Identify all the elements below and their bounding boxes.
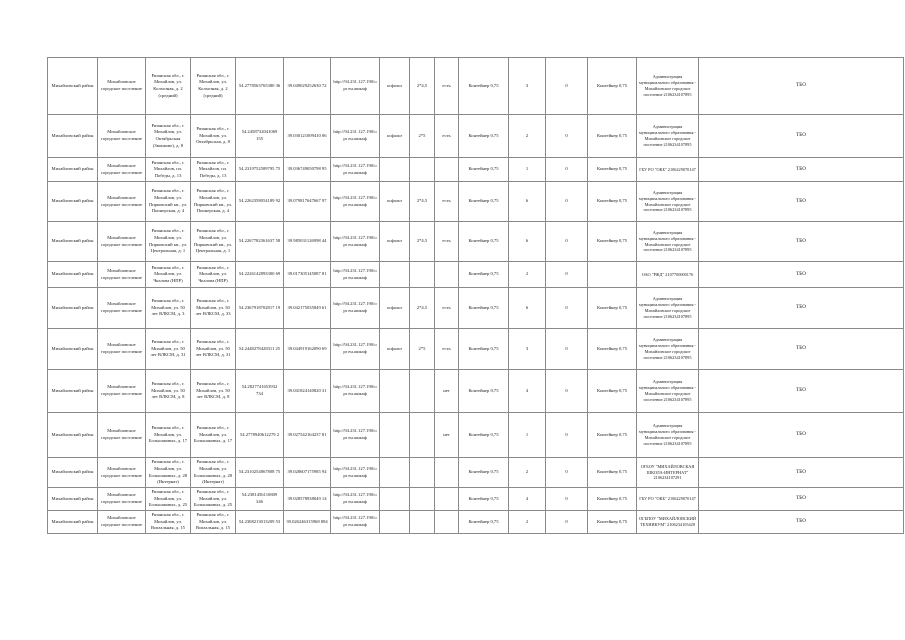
cell-location-address: Рязанская обл., г. Михайлов, ул. 50 лет ВЛКСМ, д. 33 xyxy=(191,288,236,329)
cell-latitude: 54.2448278428311 25 xyxy=(236,329,284,370)
cell-container-volume: Контейнер 0,75 xyxy=(588,182,637,222)
cell-surface-type: асфальт xyxy=(380,58,410,115)
cell-district: Михайловский район xyxy=(48,158,98,182)
cell-surface-type xyxy=(380,511,410,534)
cell-district: Михайловский район xyxy=(48,115,98,158)
cell-longitude: 39.044919162090 69 xyxy=(284,329,331,370)
cell-district: Михайловский район xyxy=(48,511,98,534)
cell-site-address: Рязанская обл., г. Михайлов, ул. 50 лет ВЛКСМ, д. 8 xyxy=(146,370,191,413)
cell-container-count: 6 xyxy=(509,288,546,329)
cell-waste-type: ТБО xyxy=(699,158,904,182)
cell-owner-organization: Администрация муниципального образования - Михайловское городское поселение 2106234107895 xyxy=(637,58,699,115)
cell-latitude: 54.2310254867808 75 xyxy=(236,458,284,488)
cell-site-address: Рязанская обл., г. Михайлов, ул. Большаковых, д. 25 xyxy=(146,488,191,511)
cell-owner-organization: Администрация муниципального образования - Михайловское городское поселение 2106234107895 xyxy=(637,115,699,158)
cell-settlement: Михайловское городское поселение xyxy=(98,329,146,370)
cell-container-type: Контейнер 0,75 xyxy=(459,58,509,115)
cell-location-address: Рязанская обл., г. Михайлов, ул. 50 лет ВЛКСМ, д. 8 xyxy=(191,370,236,413)
cell-location-address: Рязанская обл., г. Михайлов, ул. Вокзальная, д. 15 xyxy=(191,511,236,534)
cell-container-count: 3 xyxy=(509,329,546,370)
cell-platform-size: 2*4,5 xyxy=(410,58,435,115)
cell-fence: есть xyxy=(435,115,459,158)
cell-location-address: Рязанская обл., г. Михайлов, ул. Чкалова (НПР) xyxy=(191,262,236,288)
cell-waste-type: ТБО xyxy=(699,511,904,534)
cell-owner-organization: ГБУ РО "ОКБ" 2106229070147 xyxy=(637,488,699,511)
cell-site-address: Рязанская обл., г. Михайлов, ул. Колхозная, д. 2 (средний) xyxy=(146,58,191,115)
cell-district: Михайловский район xyxy=(48,182,98,222)
table-row xyxy=(48,288,904,329)
cell-site-address: Рязанская обл., г. Михайлов, ул. Большаковых, д. 17 xyxy=(146,413,191,458)
cell-site-address: Рязанская обл., г. Михайлов, пл. Победы, д. 13 xyxy=(146,158,191,182)
cell-surface-type xyxy=(380,262,410,288)
cell-container-volume: Контейнер 0,75 xyxy=(588,413,637,458)
cell-planned-count: 0 xyxy=(546,158,588,182)
cell-latitude: 54.2381456110809 346 xyxy=(236,488,284,511)
cell-settlement: Михайловское городское поселение xyxy=(98,288,146,329)
table-row xyxy=(48,488,904,511)
cell-site-address: Рязанская обл., г. Михайлов, ул. Пирковский кв., ул. Центральная, д. 1 xyxy=(146,222,191,262)
cell-location-address: Рязанская обл., г. Михайлов, ул. Большаковых, д. 25 xyxy=(191,488,236,511)
cell-waste-type: ТБО xyxy=(699,115,904,158)
cell-fence xyxy=(435,262,459,288)
cell-owner-organization: Администрация муниципального образования - Михайловское городское поселение 2106234107895 xyxy=(637,288,699,329)
cell-container-type: Контейнер 0,75 xyxy=(459,488,509,511)
cell-longitude: 39.079817647667 97 xyxy=(284,182,331,222)
cell-container-type: Контейнер 0,75 xyxy=(459,413,509,458)
table-row xyxy=(48,262,904,288)
cell-location-address: Рязанская обл., г. Михайлов, ул. Колхозная, д. 2 (средний) xyxy=(191,58,236,115)
cell-longitude: 39.049029252630 72 xyxy=(284,58,331,115)
cell-planned-count: 0 xyxy=(546,262,588,288)
cell-location-address: Рязанская обл., г. Михайлов, ул. Пирковский кв., ул. Центральная, д. 1 xyxy=(191,222,236,262)
cell-location-address: Рязанская обл., г. Михайлов, ул. Большаковых, д. 28 (Интернат) xyxy=(191,458,236,488)
cell-waste-type: ТБО xyxy=(699,413,904,458)
cell-platform-size: 2*5 xyxy=(410,329,435,370)
cell-platform-size: 2*4,5 xyxy=(410,222,435,262)
cell-map-link: http://94.231.127.190/opr ен.ашкаф xyxy=(331,182,380,222)
cell-latitude: 54.2308213013209 53 xyxy=(236,511,284,534)
cell-container-type: Контейнер 0,75 xyxy=(459,370,509,413)
cell-container-type: Контейнер 0,75 xyxy=(459,511,509,534)
cell-district: Михайловский район xyxy=(48,329,98,370)
cell-planned-count: 0 xyxy=(546,329,588,370)
cell-platform-size xyxy=(410,488,435,511)
cell-container-volume xyxy=(588,262,637,288)
cell-district: Михайловский район xyxy=(48,58,98,115)
cell-platform-size xyxy=(410,458,435,488)
cell-fence xyxy=(435,158,459,182)
cell-site-address: Рязанская обл., г. Михайлов, ул. 50 лет ВЛКСМ, д. 3 xyxy=(146,288,191,329)
cell-planned-count: 0 xyxy=(546,288,588,329)
cell-map-link: http://94.231.127.190/opr ен.ашкаф xyxy=(331,458,380,488)
cell-surface-type: асфальт xyxy=(380,222,410,262)
cell-surface-type xyxy=(380,158,410,182)
cell-longitude: 39.985031126998 44 xyxy=(284,222,331,262)
table-row xyxy=(48,329,904,370)
cell-platform-size xyxy=(410,370,435,413)
cell-surface-type: асфальт xyxy=(380,329,410,370)
cell-owner-organization: Администрация муниципального образования - Михайловское городское поселение 2106234107895 xyxy=(637,370,699,413)
cell-settlement: Михайловское городское поселение xyxy=(98,511,146,534)
table-row xyxy=(48,370,904,413)
cell-longitude: 39.030121009410 06 xyxy=(284,115,331,158)
cell-waste-type: ТБО xyxy=(699,182,904,222)
cell-settlement: Михайловское городское поселение xyxy=(98,370,146,413)
table-row xyxy=(48,115,904,158)
cell-location-address: Рязанская обл., г. Михайлов, ул. Большаковых, д. 17 xyxy=(191,413,236,458)
cell-container-volume: Контейнер 0,75 xyxy=(588,58,637,115)
cell-surface-type xyxy=(380,458,410,488)
cell-owner-organization: ГБУ РО "ОКБ" 2106229070147 xyxy=(637,158,699,182)
cell-settlement: Михайловское городское поселение xyxy=(98,58,146,115)
cell-container-count: 2 xyxy=(509,262,546,288)
cell-longitude: 39.027542164237 81 xyxy=(284,413,331,458)
cell-fence: нет xyxy=(435,370,459,413)
cell-platform-size xyxy=(410,413,435,458)
cell-container-volume: Контейнер 0,75 xyxy=(588,511,637,534)
cell-settlement: Михайловское городское поселение xyxy=(98,158,146,182)
cell-longitude: 39.017305145087 81 xyxy=(284,262,331,288)
cell-container-count: 2 xyxy=(509,115,546,158)
cell-owner-organization: ОГБОУ "МИХАЙЛОВСКАЯ ШКОЛА-ИНТЕРНАТ" 2106234107291 xyxy=(637,458,699,488)
cell-waste-type: ТБО xyxy=(699,488,904,511)
cell-site-address: Рязанская обл., г. Михайлов, ул. Большаковых, д. 28 (Интернат) xyxy=(146,458,191,488)
cell-fence: есть xyxy=(435,288,459,329)
cell-map-link: http://94.231.127.190/opr ен.ашкаф xyxy=(331,222,380,262)
cell-planned-count: 0 xyxy=(546,458,588,488)
cell-latitude: 54.2319752589795 75 xyxy=(236,158,284,182)
cell-planned-count: 0 xyxy=(546,511,588,534)
cell-waste-type: ТБО xyxy=(699,288,904,329)
cell-district: Михайловский район xyxy=(48,222,98,262)
cell-latitude: 54.2226142893300 69 xyxy=(236,262,284,288)
cell-map-link: http://94.231.127.190/opr ен.ашкаф xyxy=(331,511,380,534)
cell-settlement: Михайловское городское поселение xyxy=(98,222,146,262)
cell-location-address: Рязанская обл., г. Михайлов, ул. Пирковский кв., ул. Пионерская, д. 4 xyxy=(191,182,236,222)
cell-location-address: Рязанская обл., г. Михайлов, ул. Октябрьская, д. 8 xyxy=(191,115,236,158)
table-row xyxy=(48,182,904,222)
cell-map-link: http://94.231.127.190/opr ен.ашкаф xyxy=(331,262,380,288)
cell-container-count: 4 xyxy=(509,370,546,413)
cell-owner-organization: Администрация муниципального образования - Михайловское городское поселение 2106234107895 xyxy=(637,329,699,370)
cell-site-address: Рязанская обл., г. Михайлов, ул. 50 лет ВЛКСМ, д. 31 xyxy=(146,329,191,370)
cell-map-link: http://94.231.127.190/opr ен.ашкаф xyxy=(331,158,380,182)
cell-location-address: Рязанская обл., г. Михайлов, ул. 50 лет ВЛКСМ, д. 31 xyxy=(191,329,236,370)
cell-surface-type xyxy=(380,370,410,413)
cell-container-volume: Контейнер 0,75 xyxy=(588,488,637,511)
cell-container-volume: Контейнер 0,75 xyxy=(588,458,637,488)
cell-container-type: Контейнер 0,75 xyxy=(459,182,509,222)
cell-container-count: 1 xyxy=(509,158,546,182)
cell-map-link: http://94.231.127.190/opr ен.ашкаф xyxy=(331,488,380,511)
cell-settlement: Михайловское городское поселение xyxy=(98,488,146,511)
cell-waste-type: ТБО xyxy=(699,262,904,288)
cell-latitude: 54.2367918702817 19 xyxy=(236,288,284,329)
cell-planned-count: 0 xyxy=(546,370,588,413)
cell-site-address: Рязанская обл., г. Михайлов, ул. Октябрьская (Звонково), д. 8 xyxy=(146,115,191,158)
cell-owner-organization: ОАО "РЖД" 2107700000176 xyxy=(637,262,699,288)
cell-map-link: http://94.231.127.190/opr ен.ашкаф xyxy=(331,58,380,115)
cell-fence: есть xyxy=(435,329,459,370)
cell-platform-size xyxy=(410,158,435,182)
cell-container-volume: Контейнер 0,75 xyxy=(588,370,637,413)
cell-container-count: 3 xyxy=(509,58,546,115)
table-row xyxy=(48,511,904,534)
cell-district: Михайловский район xyxy=(48,262,98,288)
cell-district: Михайловский район xyxy=(48,288,98,329)
cell-container-volume: Контейнер 0,75 xyxy=(588,288,637,329)
cell-district: Михайловский район xyxy=(48,413,98,458)
cell-latitude: 54.2267782361637 58 xyxy=(236,222,284,262)
cell-latitude: 54.2778563765380 36 xyxy=(236,58,284,115)
cell-surface-type: асфальт xyxy=(380,115,410,158)
cell-district: Михайловский район xyxy=(48,488,98,511)
cell-site-address: Рязанская обл., г. Михайлов, ул. Чкалова (НПР) xyxy=(146,262,191,288)
cell-longitude: 39.042175035849 61 xyxy=(284,288,331,329)
cell-container-count: 4 xyxy=(509,488,546,511)
cell-settlement: Михайловское городское поселение xyxy=(98,262,146,288)
cell-district: Михайловский район xyxy=(48,458,98,488)
cell-waste-type: ТБО xyxy=(699,58,904,115)
cell-settlement: Михайловское городское поселение xyxy=(98,182,146,222)
cell-map-link: http://94.231.127.190/opr ен.ашкаф xyxy=(331,329,380,370)
cell-container-count: 6 xyxy=(509,222,546,262)
cell-fence xyxy=(435,458,459,488)
cell-owner-organization: Администрация муниципального образования - Михайловское городское поселение 2106234107895 xyxy=(637,182,699,222)
cell-longitude: 39.026246315968 884 xyxy=(284,511,331,534)
cell-waste-type: ТБО xyxy=(699,370,904,413)
cell-map-link: http://94.231.127.190/opr ен.ашкаф xyxy=(331,370,380,413)
cell-container-volume: Контейнер 0,75 xyxy=(588,158,637,182)
cell-surface-type xyxy=(380,488,410,511)
cell-site-address: Рязанская обл., г. Михайлов, ул. Вокзальная, д. 15 xyxy=(146,511,191,534)
cell-latitude: 54.2778940612279 2 xyxy=(236,413,284,458)
cell-settlement: Михайловское городское поселение xyxy=(98,458,146,488)
cell-planned-count: 0 xyxy=(546,488,588,511)
cell-surface-type: асфальт xyxy=(380,288,410,329)
cell-platform-size: 2*4,5 xyxy=(410,288,435,329)
cell-fence: есть xyxy=(435,222,459,262)
cell-owner-organization: Администрация муниципального образования - Михайловское городское поселение 2106234107895 xyxy=(637,413,699,458)
cell-longitude: 39.036749050798 95 xyxy=(284,158,331,182)
cell-platform-size: 2*5 xyxy=(410,115,435,158)
cell-container-type: Контейнер 0,75 xyxy=(459,458,509,488)
cell-container-volume: Контейнер 0,75 xyxy=(588,222,637,262)
cell-district: Михайловский район xyxy=(48,370,98,413)
cell-settlement: Михайловское городское поселение xyxy=(98,115,146,158)
table-row xyxy=(48,222,904,262)
cell-fence xyxy=(435,488,459,511)
table-row xyxy=(48,413,904,458)
cell-fence: нет xyxy=(435,413,459,458)
cell-container-volume: Контейнер 0,75 xyxy=(588,115,637,158)
cell-fence: есть xyxy=(435,58,459,115)
cell-longitude: 39.041824140820 31 xyxy=(284,370,331,413)
cell-platform-size xyxy=(410,262,435,288)
cell-fence: есть xyxy=(435,182,459,222)
registry-table xyxy=(47,57,904,534)
cell-longitude: 39.028607175985 94 xyxy=(284,458,331,488)
cell-latitude: 54.2262358054189 92 xyxy=(236,182,284,222)
cell-platform-size: 2*4,5 xyxy=(410,182,435,222)
cell-planned-count: 0 xyxy=(546,413,588,458)
cell-map-link: http://94.231.127.190/opr ен.ашкаф xyxy=(331,413,380,458)
cell-container-type: Контейнер 0,75 xyxy=(459,262,509,288)
cell-settlement: Михайловское городское поселение xyxy=(98,413,146,458)
cell-latitude: 54.2458732041069 155 xyxy=(236,115,284,158)
cell-container-count: 1 xyxy=(509,413,546,458)
cell-container-type: Контейнер 0,75 xyxy=(459,115,509,158)
cell-container-type: Контейнер 0,75 xyxy=(459,288,509,329)
cell-waste-type: ТБО xyxy=(699,458,904,488)
cell-latitude: 54.2827741653932 734 xyxy=(236,370,284,413)
cell-longitude: 39.028578938049 14 xyxy=(284,488,331,511)
cell-waste-type: ТБО xyxy=(699,222,904,262)
cell-container-type: Контейнер 0,75 xyxy=(459,158,509,182)
cell-waste-type: ТБО xyxy=(699,329,904,370)
cell-container-count: 2 xyxy=(509,458,546,488)
cell-planned-count: 0 xyxy=(546,182,588,222)
cell-map-link: http://94.231.127.190/opr ен.ашкаф xyxy=(331,115,380,158)
cell-container-volume: Контейнер 0,75 xyxy=(588,329,637,370)
cell-owner-organization: Администрация муниципального образования - Михайловское городское поселение 2106234107895 xyxy=(637,222,699,262)
cell-location-address: Рязанская обл., г. Михайлов, пл. Победы, д. 13 xyxy=(191,158,236,182)
cell-surface-type: асфальт xyxy=(380,182,410,222)
cell-container-count: 2 xyxy=(509,511,546,534)
cell-site-address: Рязанская обл., г. Михайлов, ул. Пирковский кв., ул. Пионерская, д. 4 xyxy=(146,182,191,222)
table-row xyxy=(48,58,904,115)
cell-owner-organization: ОГБПОУ "МИХАЙЛОВСКИЙ ТЕХНИКУМ" 2106234105428 xyxy=(637,511,699,534)
cell-container-type: Контейнер 0,75 xyxy=(459,329,509,370)
cell-container-count: 6 xyxy=(509,182,546,222)
cell-planned-count: 0 xyxy=(546,58,588,115)
cell-surface-type xyxy=(380,413,410,458)
cell-planned-count: 0 xyxy=(546,115,588,158)
cell-planned-count: 0 xyxy=(546,222,588,262)
cell-container-type: Контейнер 0,75 xyxy=(459,222,509,262)
table-row xyxy=(48,158,904,182)
table-row xyxy=(48,458,904,488)
cell-platform-size xyxy=(410,511,435,534)
cell-map-link: http://94.231.127.190/opr ен.ашкаф xyxy=(331,288,380,329)
cell-fence xyxy=(435,511,459,534)
